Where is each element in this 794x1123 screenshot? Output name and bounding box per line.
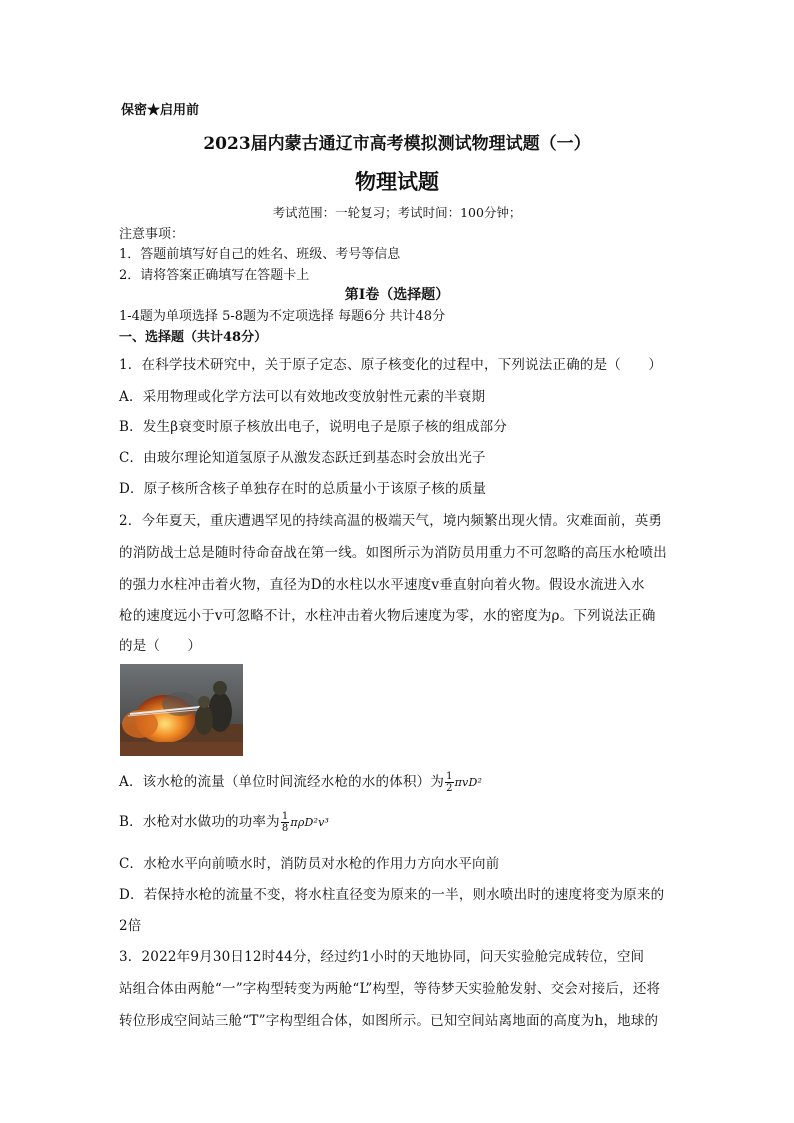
- question-1-option-d: D．原子核所含核子单独存在时的总质量小于该原子核的质量: [119, 481, 487, 497]
- question-2-line: 2．今年夏天，重庆遭遇罕见的持续高温的极端天气，境内频繁出现火情。灾难面前，英勇: [119, 513, 663, 529]
- question-1-option-b: B．发生β衰变时原子核放出电子，说明电子是原子核的组成部分: [119, 419, 508, 435]
- question-2-option-a-text: A．该水枪的流量（单位时间流经水枪的水的体积）为: [119, 774, 445, 790]
- formula-flow: πvD²: [454, 776, 483, 789]
- fraction-denominator: 2: [446, 783, 453, 794]
- fraction-numerator: 1: [446, 771, 453, 782]
- fraction-eighth: [281, 811, 290, 834]
- question-2-option-b-text: B．水枪对水做功的功率为: [119, 814, 280, 830]
- notice-item: 2．请将答案正确填写在答题卡上: [119, 268, 310, 283]
- section-rule: 1-4题为单项选择 5-8题为不定项选择 每题6分 共计48分: [119, 309, 446, 324]
- exam-title: 2023届内蒙古通辽市高考模拟测试物理试题（一）: [203, 134, 591, 154]
- question-1-stem: 1．在科学技术研究中，关于原子定态、原子核变化的过程中，下列说法正确的是（ ）: [119, 357, 663, 373]
- confidential-label: 保密★启用前: [121, 103, 200, 118]
- question-2-option-a: [119, 770, 482, 794]
- question-2-line: 枪的速度远小于v可忽略不计，水柱冲击着火物后速度为零，水的密度为ρ。下列说法正确: [119, 608, 656, 624]
- notice-item: 1．答题前填写好自己的姓名、班级、考号等信息: [119, 247, 401, 262]
- fraction-numerator: 1: [281, 811, 289, 822]
- question-2-line: 的消防战士总是随时待命奋战在第一线。如图所示为消防员用重力不可忽略的高压水枪喷出: [119, 545, 667, 561]
- question-3-line: 3．2022年9月30日12时44分，经过约1小时的天地协同，问天实验舱完成转位，空间: [119, 949, 645, 965]
- firefighter-photo: [120, 664, 243, 756]
- question-3-line: 站组合体由两舱“一”字构型转变为两舱“L”构型，等待梦天实验舱发射、交会对接后，还将: [119, 981, 661, 997]
- question-2-line: 的是（ ）: [119, 638, 202, 654]
- notice-heading: 注意事项：: [119, 227, 185, 242]
- question-1-option-a: A．采用物理或化学方法可以有效地改变放射性元素的半衰期: [119, 389, 486, 405]
- fraction-denominator: 8: [281, 823, 289, 834]
- question-2-line: 的强力水柱冲击着火物，直径为D的水柱以水平速度v垂直射向着火物。假设水流进入水: [119, 577, 645, 593]
- exam-scope: 考试范围：一轮复习；考试时间：100分钟；: [272, 205, 522, 220]
- formula-power: πρD²v³: [290, 816, 330, 829]
- question-2-option-c: C．水枪水平向前喷水时，消防员对水枪的作用力方向水平向前: [119, 856, 500, 872]
- page-subtitle: 物理试题: [355, 169, 439, 194]
- question-2-option-b: [119, 810, 329, 834]
- question-3-line: 转位形成空间站三舱“T”字构型组合体，如图所示。已知空间站离地面的高度为h，地球的: [119, 1013, 659, 1029]
- question-2-option-d-cont: 2倍: [119, 918, 142, 934]
- part-title: 一、选择题（共计48分）: [119, 330, 268, 345]
- question-1-option-c: C．由玻尔理论知道氢原子从激发态跃迁到基态时会放出光子: [119, 450, 486, 466]
- question-2-option-d: D．若保持水枪的流量不变，将水柱直径变为原来的一半，则水喷出时的速度将变为原来的: [119, 887, 665, 903]
- fraction-half: [445, 771, 454, 794]
- section-title: 第I卷（选择题）: [344, 287, 450, 303]
